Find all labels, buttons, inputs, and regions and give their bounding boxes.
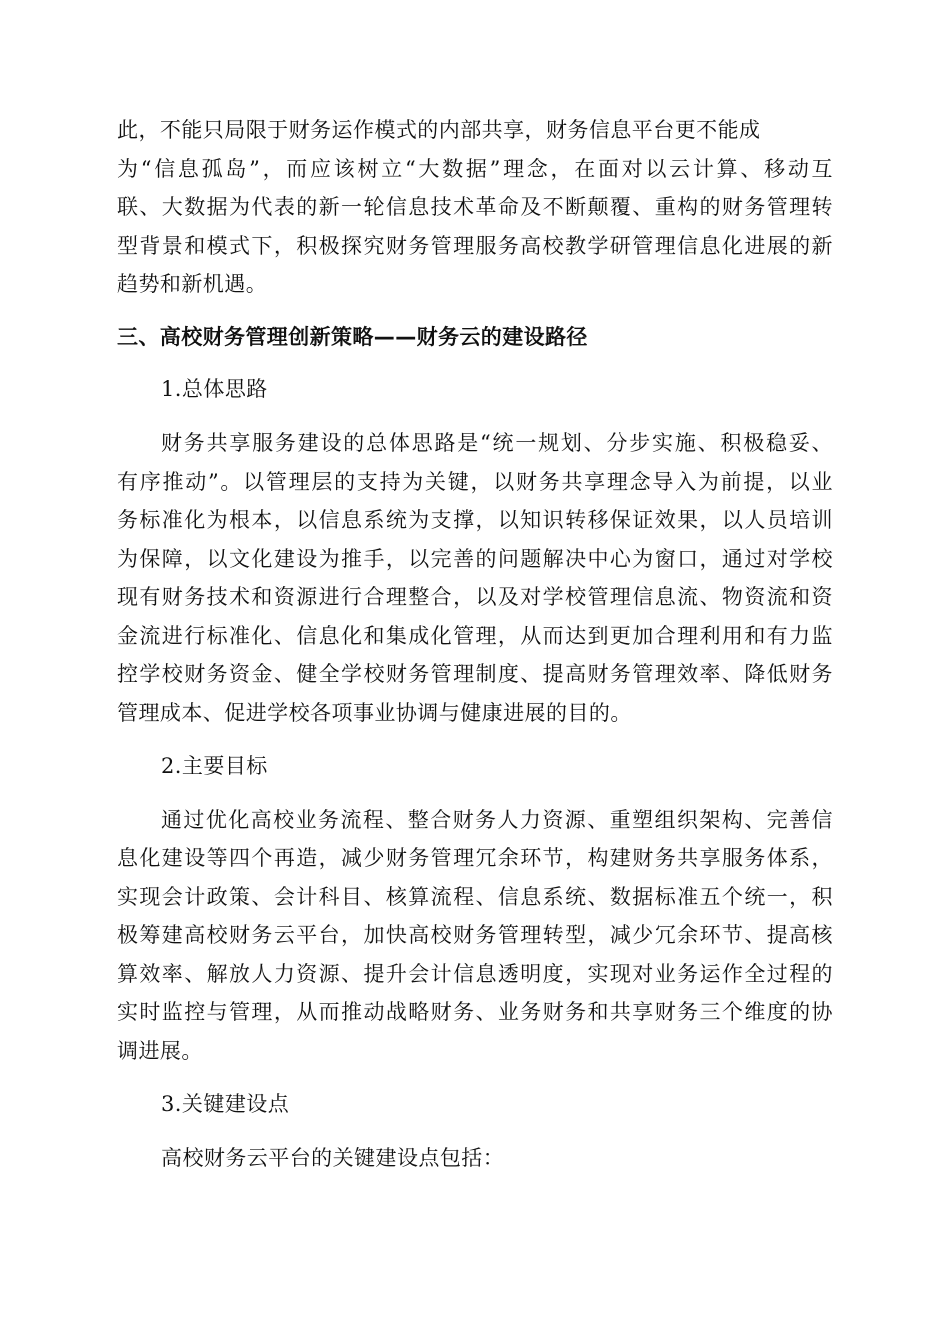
paragraph-line: 算效率、解放人力资源、提升会计信息透明度，实现对业务运作全过程的	[117, 962, 833, 986]
paragraph-line: 极筹建高校财务云平台，加快高校财务管理转型，减少冗余环节、提高核	[117, 923, 833, 947]
paragraph-line: 趋势和新机遇。	[117, 272, 268, 296]
paragraph-line: 高校财务云平台的关键建设点包括：	[161, 1146, 505, 1170]
subsection-heading: 3.关键建设点	[161, 1092, 290, 1116]
paragraph-line: 息化建设等四个再造，减少财务管理冗余环节，构建财务共享服务体系，	[117, 846, 833, 870]
paragraph-line: 控学校财务资金、健全学校财务管理制度、提高财务管理效率、降低财务	[117, 662, 833, 686]
paragraph-line: 联、大数据为代表的新一轮信息技术革命及不断颠覆、重构的财务管理转	[117, 195, 833, 219]
paragraph-line: 实时监控与管理，从而推动战略财务、业务财务和共享财务三个维度的协	[117, 1000, 833, 1024]
paragraph-line: 现有财务技术和资源进行合理整合，以及对学校管理信息流、物资流和资	[117, 585, 833, 609]
paragraph-line: 通过优化高校业务流程、整合财务人力资源、重塑组织架构、完善信	[161, 808, 833, 832]
paragraph-line: 管理成本、促进学校各项事业协调与健康进展的目的。	[117, 701, 632, 725]
paragraph-line: 调进展。	[117, 1039, 203, 1063]
paragraph-line: 实现会计政策、会计科目、核算流程、信息系统、数据标准五个统一，积	[117, 885, 833, 909]
paragraph-line: 财务共享服务建设的总体思路是“统一规划、分步实施、积极稳妥、	[161, 431, 833, 455]
paragraph-line: 金流进行标准化、信息化和集成化管理，从而达到更加合理利用和有力监	[117, 624, 833, 648]
paragraph-line: 为“信息孤岛”，而应该树立“大数据”理念，在面对以云计算、移动互	[117, 157, 833, 181]
paragraph-line: 有序推动”。以管理层的支持为关键，以财务共享理念导入为前提，以业	[117, 470, 833, 494]
paragraph-line: 为保障，以文化建设为推手，以完善的问题解决中心为窗口，通过对学校	[117, 547, 833, 571]
paragraph-line: 型背景和模式下，积极探究财务管理服务高校教学研管理信息化进展的新	[117, 234, 833, 258]
paragraph-line: 此，不能只局限于财务运作模式的内部共享，财务信息平台更不能成	[117, 118, 761, 142]
subsection-heading: 2.主要目标	[161, 754, 268, 778]
subsection-heading: 1.总体思路	[161, 377, 268, 401]
paragraph-line: 务标准化为根本，以信息系统为支撑，以知识转移保证效果，以人员培训	[117, 508, 833, 532]
section-heading: 三、高校财务管理创新策略——财务云的建设路径	[117, 325, 588, 349]
